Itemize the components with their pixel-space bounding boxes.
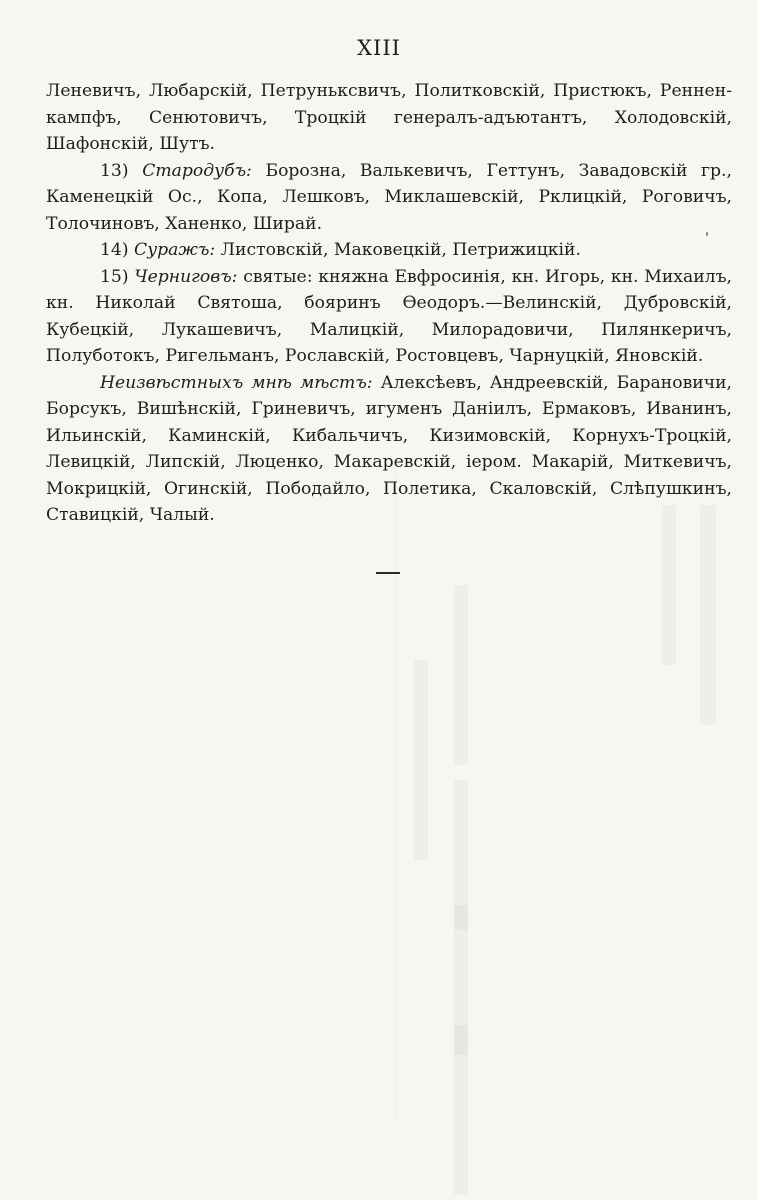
text-block — [46, 78, 732, 529]
paragraph-text: Листовскій, Маковецкій, Петрижицкій. — [220, 240, 581, 260]
paragraph-unknown-places — [46, 370, 732, 529]
entry-number: 15) — [100, 266, 129, 287]
show-through-text — [454, 585, 468, 765]
paragraph-starodub — [46, 158, 732, 238]
paper-speck — [706, 232, 708, 236]
paragraph-continuation — [46, 78, 732, 158]
show-through-text — [454, 1025, 468, 1195]
entry-number: 13) — [100, 160, 129, 181]
place-name: Неизвѣстныхъ мнѣ мѣстъ: — [100, 372, 373, 393]
page-number: XIII — [357, 36, 401, 60]
section-end-rule — [376, 572, 400, 574]
place-name: Черниговъ: — [134, 266, 238, 287]
paragraph-chernigov — [46, 264, 732, 370]
paragraph-surazh — [46, 237, 732, 264]
show-through-divider — [395, 470, 396, 1120]
place-name: Стародубъ: — [142, 160, 252, 181]
show-through-text — [700, 505, 716, 725]
show-through-text — [414, 660, 428, 860]
paragraph-text: Алексѣевъ, Андреевскій, Барановичи, Борсукъ, Вишѣнскій, Гриневичъ, игуменъ Даніилъ, Ермаковъ, Иванинъ, Ильинскій, Каминскій, Кибальчичъ, Кизимовскій, Корнухъ-Троцкій, Левицкій, Липскій, Люценко, Макаревскій, іером. Макарій, Миткевичъ, Мокрицкій, Огинскій, Пободайло, Полетика, Скаловскій, Слѣпушкинъ, Ставицкій, Чалый. — [46, 372, 732, 525]
paragraph-text: Леневичъ, Любарскій, Петруньксвичъ, Политковскій, Пристюкъ, Реннен-кампфъ, Сенютовичъ, Троцкій генералъ-адъютантъ, Холодовскій, Шафонскій, Шутъ. — [46, 81, 732, 154]
paragraph-text: святые: княжна Евфросинія, кн. Игорь, кн. Михаилъ, кн. Николай Святоша, бояринъ Ѳеодоръ.—Велинскій, Дубровскій, Кубецкій, Лукашевичъ, Малицкій, Милорадовичи, Пилянкеричъ, Полуботокъ, Ригельманъ, Рославскій, Ростовцевъ, Чарнуцкій, Яновскій. — [46, 266, 732, 366]
paragraph-text: Борозна, Валькевичъ, Геттунъ, Завадовскій гр., Каменецкій Ос., Копа, Лешковъ, Миклашевскій, Рклицкій, Роговичъ, Толочиновъ, Ханенко, Ширай. — [46, 160, 732, 234]
place-name: Суражъ: — [134, 240, 216, 260]
entry-number: 14) — [100, 240, 129, 260]
show-through-text — [662, 505, 676, 665]
